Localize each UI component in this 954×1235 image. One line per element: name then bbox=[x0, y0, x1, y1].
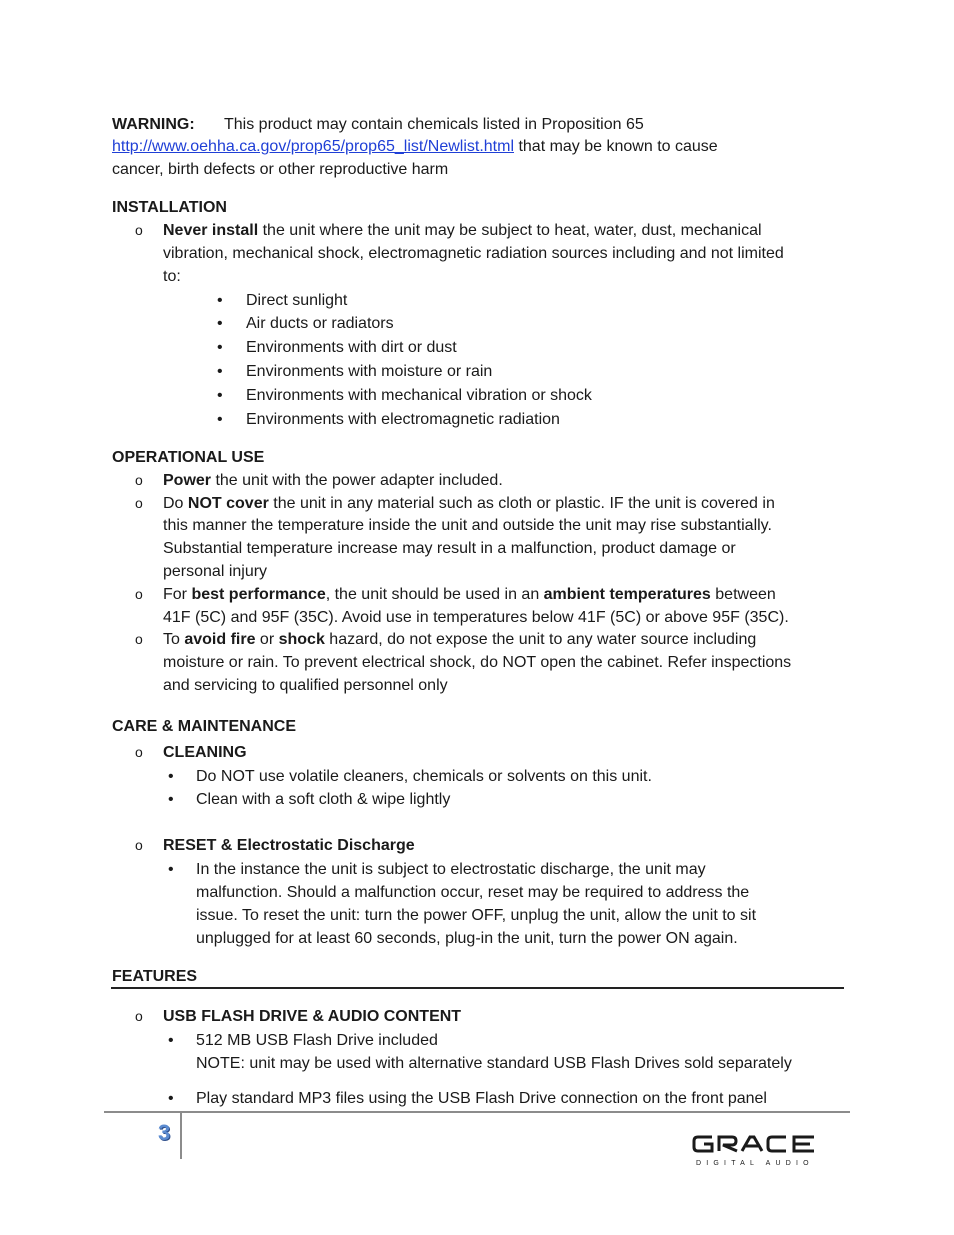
operational-p4-line-3: and servicing to qualified personnel only bbox=[163, 677, 448, 694]
logo-sub: DIGITAL AUDIO bbox=[696, 1160, 814, 1167]
circle-bullet: o bbox=[135, 222, 143, 238]
operational-p2-line-3: Substantial temperature increase may result in a malfunction, product damage or bbox=[163, 540, 736, 557]
installation-bullet-5: Environments with mechanical vibration or shock bbox=[246, 387, 592, 404]
bullet-dot: • bbox=[217, 315, 223, 332]
usb-heading: USB FLASH DRIVE & AUDIO CONTENT bbox=[163, 1008, 462, 1025]
warning-line-2 bbox=[112, 135, 718, 158]
prop65-link[interactable]: http://www.oehha.ca.gov/prop65/prop65_list/Newlist.html bbox=[112, 138, 514, 155]
operational-p1: Power the unit with the power adapter included. bbox=[163, 472, 503, 489]
reset-line-3: issue. To reset the unit: turn the power OFF, unplug the unit, allow the unit to sit bbox=[196, 907, 757, 924]
grace-logo bbox=[692, 1133, 818, 1167]
operational-heading: OPERATIONAL USE bbox=[112, 449, 265, 466]
bullet-dot: • bbox=[217, 411, 223, 428]
cleaning-bullet-2: Clean with a soft cloth & wipe lightly bbox=[196, 791, 451, 808]
bullet-dot: • bbox=[217, 363, 223, 380]
installation-bullet-6: Environments with electromagnetic radiation bbox=[246, 411, 560, 428]
bullet-dot: • bbox=[217, 292, 223, 309]
operational-p4-line-1: To avoid fire or shock hazard, do not expose the unit to any water source including bbox=[163, 631, 757, 648]
installation-line-1: Never install the unit where the unit may be subject to heat, water, dust, mechanical bbox=[163, 222, 762, 239]
bullet-dot: • bbox=[217, 387, 223, 404]
operational-p2-line-2: this manner the temperature inside the unit and outside the unit may rise substantially. bbox=[163, 517, 772, 534]
installation-bullet-3: Environments with dirt or dust bbox=[246, 339, 457, 356]
installation-line-2: vibration, mechanical shock, electromagnetic radiation sources including and not limited bbox=[163, 245, 784, 262]
operational-p3-line-1: For best performance, the unit should be used in an ambient temperatures between bbox=[163, 586, 776, 603]
bullet-dot: • bbox=[168, 791, 174, 808]
reset-line-4: unplugged for at least 60 seconds, plug-in the unit, turn the power ON again. bbox=[196, 930, 738, 947]
bullet-dot: • bbox=[168, 768, 174, 785]
features-rule bbox=[111, 987, 844, 989]
installation-heading: INSTALLATION bbox=[112, 199, 227, 216]
features-heading: FEATURES bbox=[112, 968, 198, 985]
circle-bullet: o bbox=[135, 744, 143, 760]
warning-line-1 bbox=[112, 113, 195, 136]
installation-line-3: to: bbox=[163, 268, 181, 285]
cleaning-heading: CLEANING bbox=[163, 744, 247, 761]
operational-p3-line-2: 41F (5C) and 95F (35C). Avoid use in temperatures below 41F (5C) or above 95F (35C). bbox=[163, 609, 789, 626]
features-bullet-2: Play standard MP3 files using the USB Flash Drive connection on the front panel bbox=[196, 1090, 767, 1107]
installation-bullet-4: Environments with moisture or rain bbox=[246, 363, 493, 380]
page-number: 3 bbox=[158, 1120, 171, 1145]
footer-rule bbox=[104, 1111, 850, 1113]
reset-line-1: In the instance the unit is subject to electrostatic discharge, the unit may bbox=[196, 861, 706, 878]
warning-line-3: cancer, birth defects or other reproductive harm bbox=[112, 161, 449, 178]
warning-text: This product may contain chemicals listed in Proposition 65 bbox=[224, 116, 644, 133]
circle-bullet: o bbox=[135, 586, 143, 602]
warning-label: WARNING: bbox=[112, 116, 195, 133]
features-bullet-1-line-2: NOTE: unit may be used with alternative standard USB Flash Drives sold separately bbox=[196, 1055, 792, 1072]
reset-heading: RESET & Electrostatic Discharge bbox=[163, 837, 415, 854]
operational-p2-line-1: Do NOT cover the unit in any material such as cloth or plastic. IF the unit is covered in bbox=[163, 495, 775, 512]
installation-bullet-1: Direct sunlight bbox=[246, 292, 348, 309]
footer-divider bbox=[180, 1113, 182, 1159]
bullet-dot: • bbox=[168, 1090, 174, 1107]
circle-bullet: o bbox=[135, 837, 143, 853]
circle-bullet: o bbox=[135, 495, 143, 511]
operational-p2-line-4: personal injury bbox=[163, 563, 268, 580]
circle-bullet: o bbox=[135, 631, 143, 647]
bullet-dot: • bbox=[168, 861, 174, 878]
operational-p4-line-2: moisture or rain. To prevent electrical shock, do NOT open the cabinet. Refer inspections bbox=[163, 654, 792, 671]
cleaning-bullet-1: Do NOT use volatile cleaners, chemicals or solvents on this unit. bbox=[196, 768, 652, 785]
reset-line-2: malfunction. Should a malfunction occur, reset may be required to address the bbox=[196, 884, 750, 901]
circle-bullet: o bbox=[135, 1008, 143, 1024]
circle-bullet: o bbox=[135, 472, 143, 488]
bullet-dot: • bbox=[168, 1032, 174, 1049]
warning-after-link: that may be known to cause bbox=[514, 138, 718, 155]
care-heading: CARE & MAINTENANCE bbox=[112, 718, 296, 735]
bullet-dot: • bbox=[217, 339, 223, 356]
features-bullet-1-line-1: 512 MB USB Flash Drive included bbox=[196, 1032, 438, 1049]
installation-bullet-2: Air ducts or radiators bbox=[246, 315, 394, 332]
